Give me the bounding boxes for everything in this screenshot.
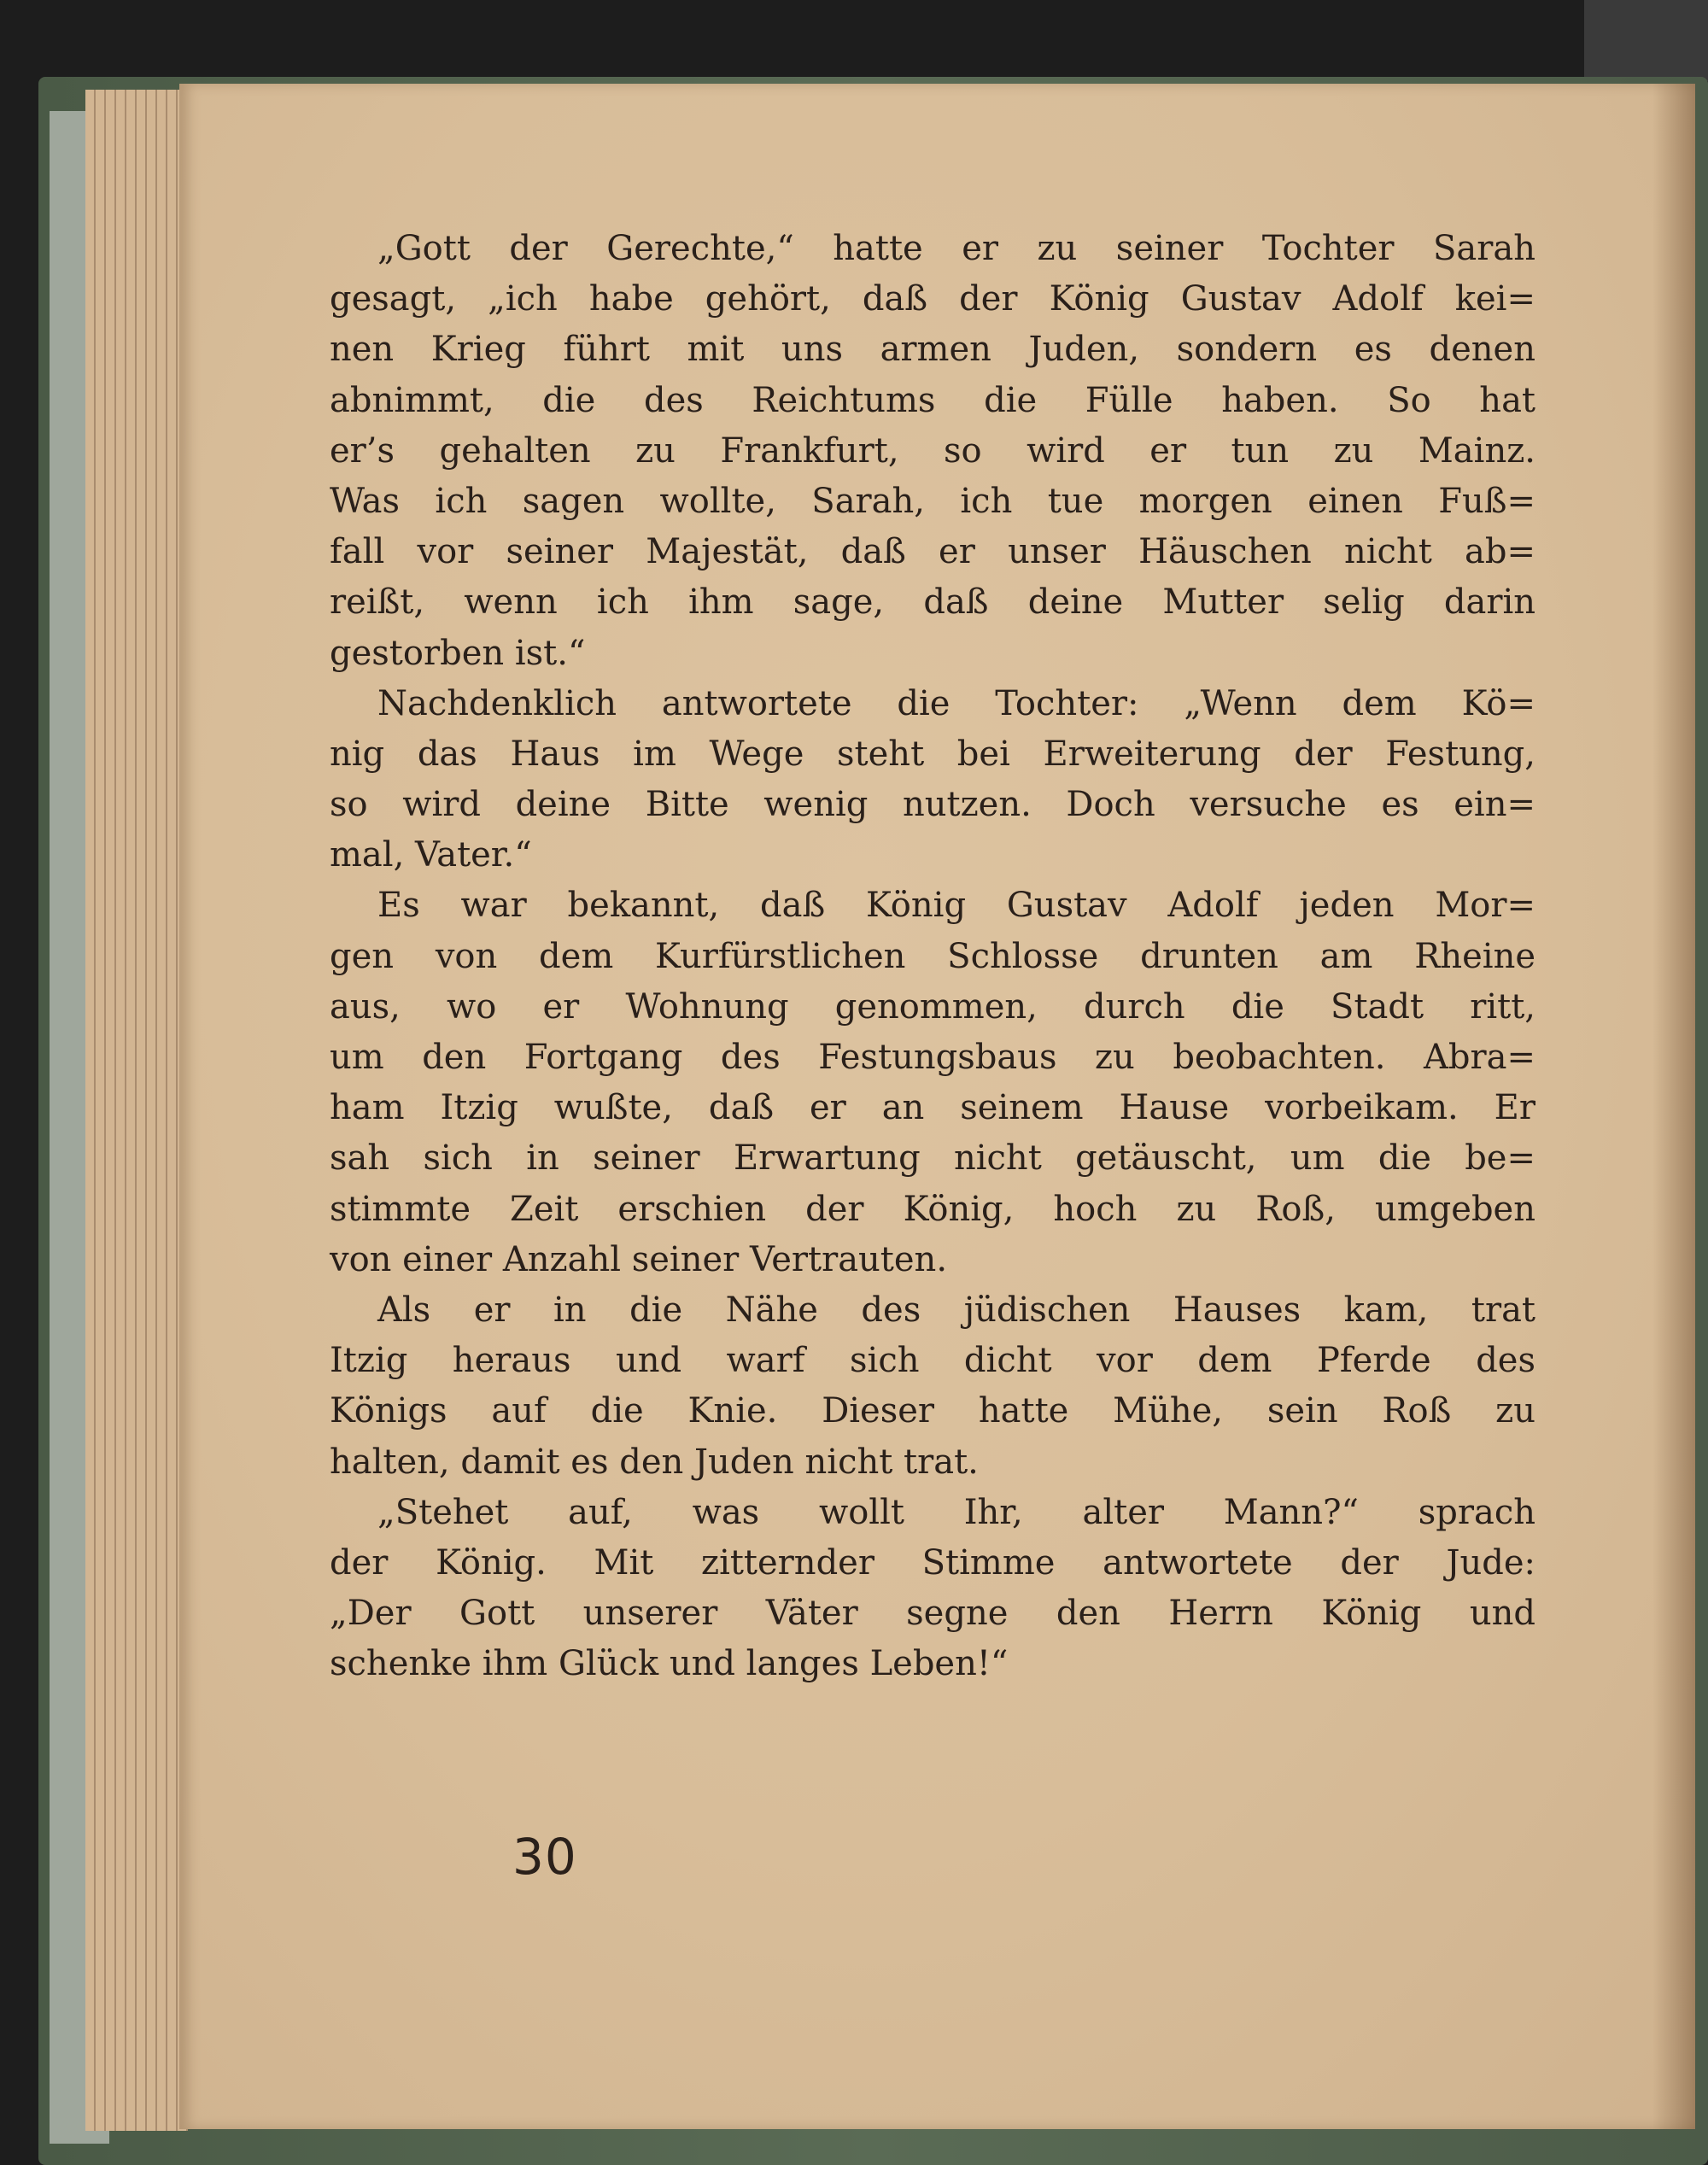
text-line: gesagt, „ich habe gehört, daß der König Gustav Adolf kei=: [330, 279, 1535, 319]
text-line: Was ich sagen wollte, Sarah, ich tue morgen einen Fuß=: [330, 481, 1535, 521]
text-line: schenke ihm Glück und langes Leben!“: [330, 1644, 1009, 1684]
page-gutter-shadow: [1652, 84, 1695, 2129]
body-text: [330, 224, 1535, 1689]
text-line: so wird deine Bitte wenig nutzen. Doch versuche es ein=: [330, 785, 1535, 825]
text-line: mal, Vater.“: [330, 835, 532, 875]
text-line: fall vor seiner Majestät, daß er unser Häuschen nicht ab=: [330, 532, 1535, 572]
text-line: Nachdenklich antwortete die Tochter: „Wenn dem Kö=: [377, 683, 1535, 723]
adjacent-cover-board: [1584, 0, 1708, 81]
page-edge: [147, 90, 157, 2131]
page-number: 30: [512, 1828, 577, 1886]
text-line: „Stehet auf, was wollt Ihr, alter Mann?“ sprach: [377, 1492, 1535, 1532]
text-line: halten, damit es den Juden nicht trat.: [330, 1442, 979, 1482]
text-line: aus, wo er Wohnung genommen, durch die Stadt ritt,: [330, 986, 1535, 1027]
text-line: sah sich in seiner Erwartung nicht getäuscht, um die be=: [330, 1138, 1535, 1179]
text-line: abnimmt, die des Reichtums die Fülle haben. So hat: [330, 380, 1535, 420]
text-line: Königs auf die Knie. Dieser hatte Mühe, sein Roß zu: [330, 1391, 1535, 1431]
page-stack-edges: [85, 90, 188, 2131]
text-line: Als er in die Nähe des jüdischen Hauses kam, trat: [377, 1290, 1535, 1330]
page-edge: [167, 90, 178, 2131]
page-edge: [126, 90, 137, 2131]
text-line: Es war bekannt, daß König Gustav Adolf jeden Mor=: [377, 886, 1535, 926]
text-line: Itzig heraus und warf sich dicht vor dem Pferde des: [330, 1341, 1535, 1381]
text-line: von einer Anzahl seiner Vertrauten.: [330, 1239, 948, 1279]
text-line: er’s gehalten zu Frankfurt, so wird er tun zu Mainz.: [330, 430, 1535, 471]
page-edge: [96, 90, 106, 2131]
page-edge: [85, 90, 96, 2131]
text-line: ham Itzig wußte, daß er an seinem Hause vorbeikam. Er: [330, 1088, 1535, 1128]
text-line: „Der Gott unserer Väter segne den Herrn König und: [330, 1594, 1535, 1634]
text-line: um den Fortgang des Festungsbaus zu beobachten. Abra=: [330, 1038, 1535, 1077]
text-line: gen von dem Kurfürstlichen Schlosse drunten am Rheine: [330, 936, 1535, 976]
page-edge: [106, 90, 116, 2131]
page-edge: [137, 90, 147, 2131]
text-line: stimmte Zeit erschien der König, hoch zu Roß, umgeben: [330, 1189, 1535, 1229]
page-edge: [157, 90, 167, 2131]
page-edge: [116, 90, 126, 2131]
text-line: reißt, wenn ich ihm sage, daß deine Mutter selig darin: [330, 582, 1535, 623]
text-line: gestorben ist.“: [330, 633, 586, 673]
text-line: „Gott der Gerechte,“ hatte er zu seiner Tochter Sarah: [377, 229, 1535, 268]
text-line: der König. Mit zitternder Stimme antwortete der Jude:: [330, 1542, 1535, 1583]
text-line: nig das Haus im Wege steht bei Erweiterung der Festung,: [330, 734, 1535, 774]
text-line: nen Krieg führt mit uns armen Juden, sondern es denen: [330, 330, 1535, 370]
